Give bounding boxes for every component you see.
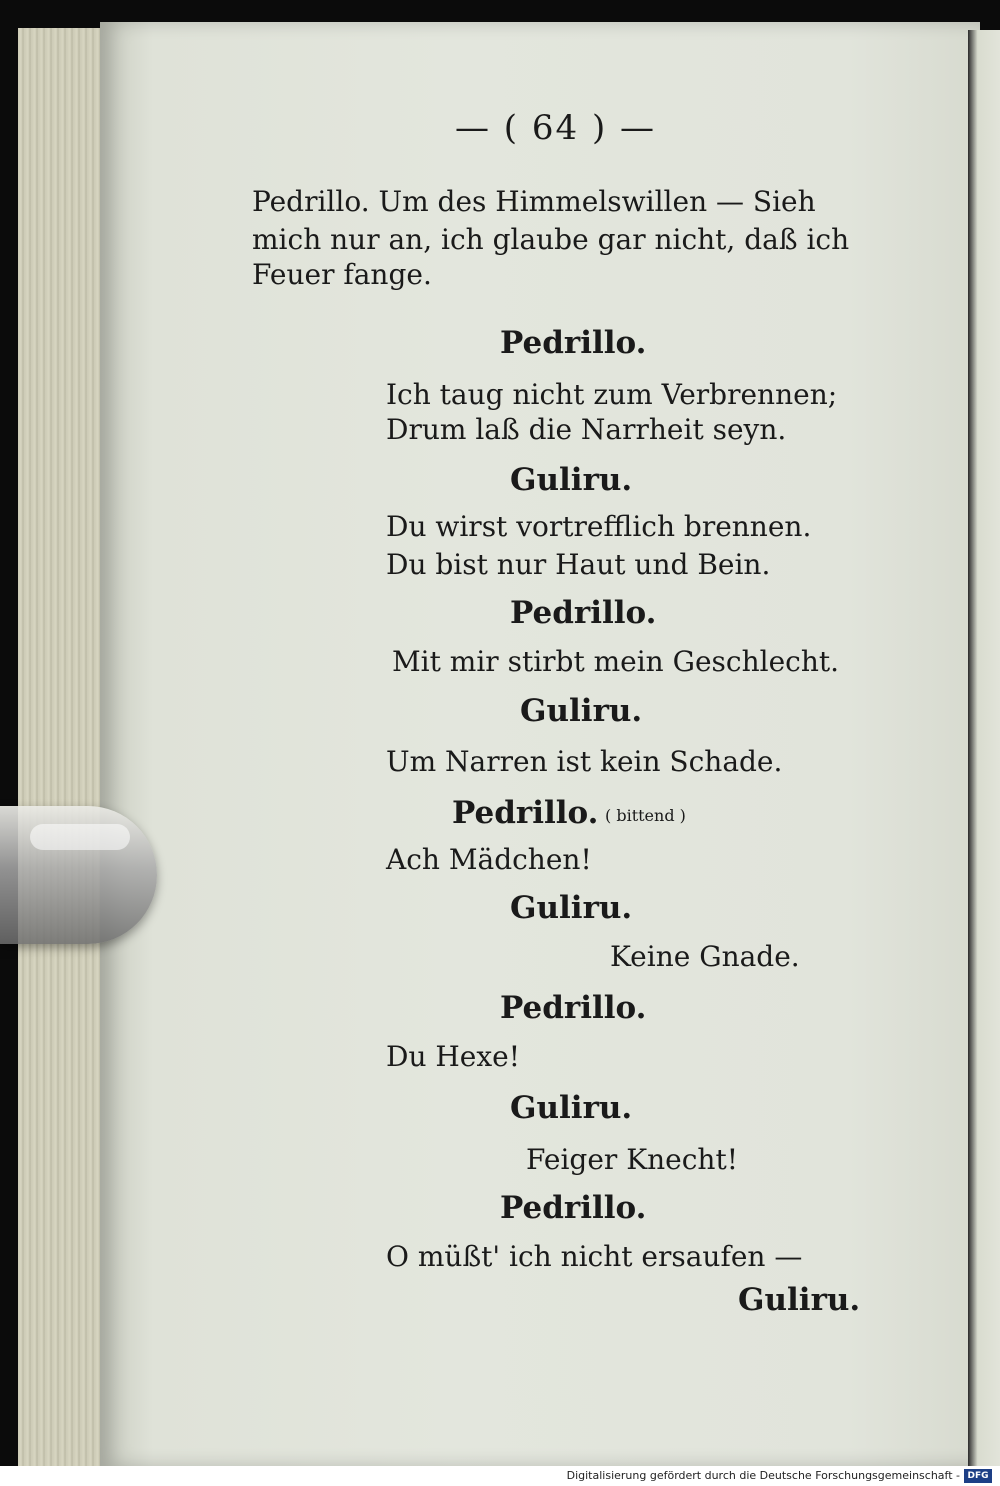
- clip-highlight: [30, 824, 130, 850]
- verse-line: Keine Gnade.: [610, 940, 800, 973]
- footer-bar: [0, 1466, 1000, 1486]
- verse-line: Du wirst vortrefflich brennen.: [386, 510, 812, 543]
- speaker-name: Guliru.: [510, 890, 633, 926]
- page-holder-clip: [0, 806, 157, 944]
- verse-line: Mit mir stirbt mein Geschlecht.: [392, 645, 840, 678]
- dialogue-line: Feuer fange.: [252, 258, 432, 291]
- speaker-name: Pedrillo.: [500, 1190, 647, 1226]
- next-page-edge: [968, 30, 1000, 1466]
- verse-line: Du Hexe!: [386, 1040, 520, 1073]
- verse-line: Ach Mädchen!: [386, 843, 592, 876]
- speaker-name: Pedrillo.: [500, 990, 647, 1026]
- dialogue-line: Pedrillo. Um des Himmelswillen — Sieh: [252, 185, 816, 218]
- stage-direction: ( bittend ): [605, 806, 686, 825]
- verse-line: O müßt' ich nicht ersaufen —: [386, 1240, 803, 1273]
- speaker-name: Guliru.: [510, 462, 633, 498]
- verse-line: Feiger Knecht!: [526, 1143, 738, 1176]
- dialogue-line: mich nur an, ich glaube gar nicht, daß ich: [252, 223, 850, 256]
- speaker-name: Pedrillo.: [452, 795, 599, 831]
- verse-line: Du bist nur Haut und Bein.: [386, 548, 771, 581]
- speaker-name: Pedrillo.: [510, 595, 657, 631]
- verse-line: Drum laß die Narrheit seyn.: [386, 413, 787, 446]
- footer-credit: Digitalisierung gefördert durch die Deutsche Forschungsgemeinschaft -: [566, 1469, 960, 1482]
- verse-line: Ich taug nicht zum Verbrennen;: [386, 378, 838, 411]
- dfg-logo: DFG: [964, 1469, 992, 1483]
- page-number-header: — ( 64 ) —: [455, 108, 657, 148]
- speaker-name: Pedrillo.: [500, 325, 647, 361]
- speaker-name: Guliru.: [520, 693, 643, 729]
- verse-line: Um Narren ist kein Schade.: [386, 745, 783, 778]
- catchword: Guliru.: [738, 1282, 861, 1318]
- speaker-name: Guliru.: [510, 1090, 633, 1126]
